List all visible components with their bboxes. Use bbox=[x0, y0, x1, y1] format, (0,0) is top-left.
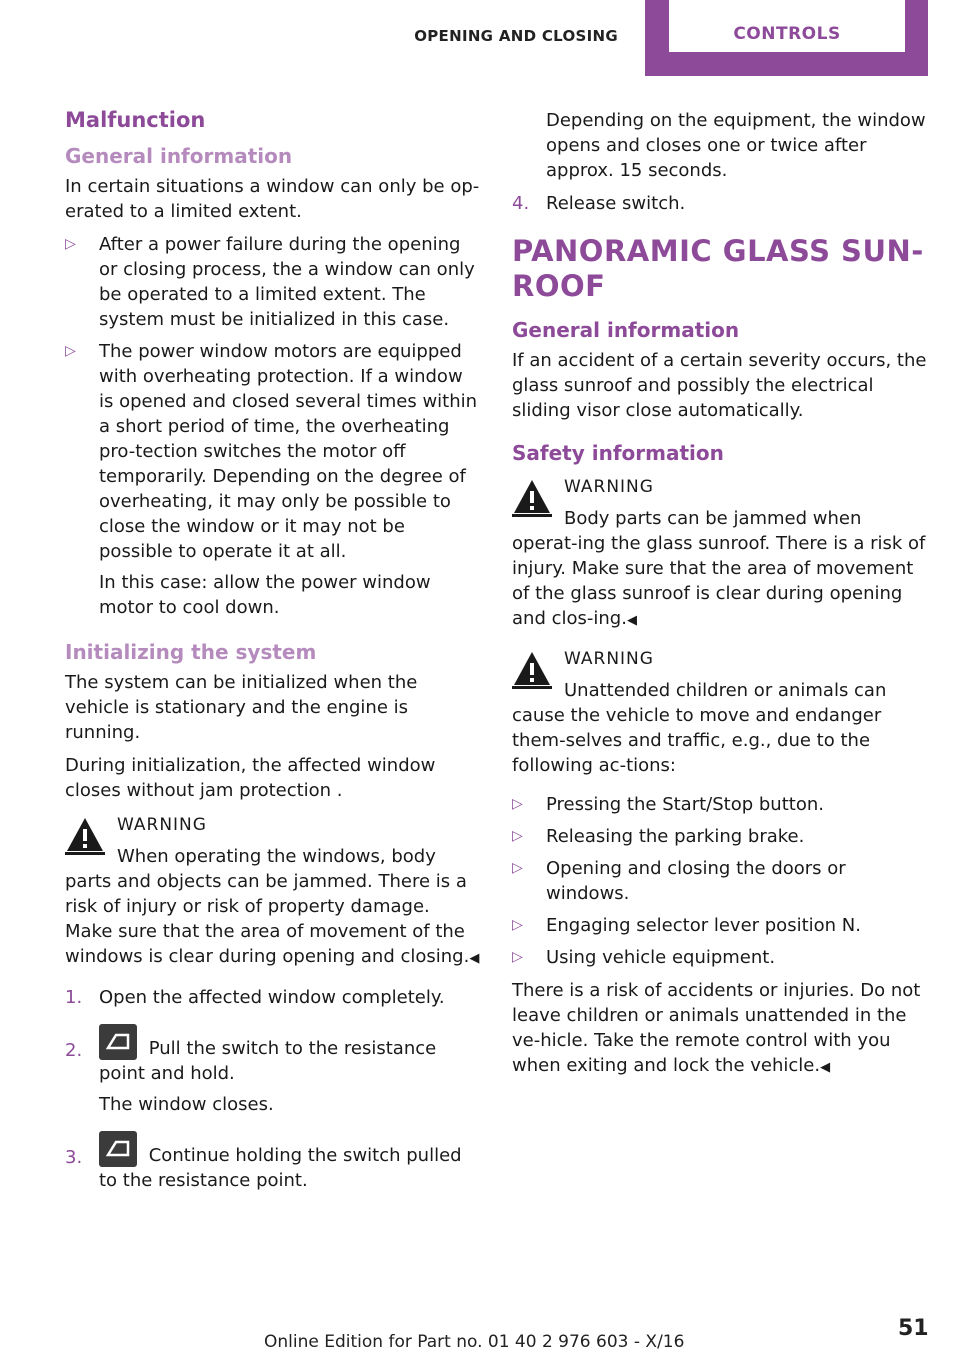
list-item bbox=[65, 985, 480, 1010]
malfunction-heading: Malfunction bbox=[65, 108, 206, 132]
end-mark-icon: ◀ bbox=[469, 951, 480, 966]
bullet-subtext: In this case: allow the power window motor to cool down. bbox=[99, 572, 431, 618]
header-section-label: OPENING AND CLOSING bbox=[414, 27, 618, 45]
step-number: 3. bbox=[65, 1147, 83, 1168]
bullet-text: The power window motors are equipped with overheating protection. If a window is opened and closed several times within a short period of time, the overheating pro-tection switches the motor off temporarily. Depending on the degree of overheating, it may only be possible to close the window or it may not be possible to operate it at all. bbox=[99, 341, 478, 562]
bullet-triangle-icon: ▷ bbox=[512, 796, 523, 812]
bullet-triangle-icon: ▷ bbox=[512, 860, 523, 876]
list-item bbox=[65, 339, 480, 620]
end-mark-icon: ◀ bbox=[820, 1060, 831, 1075]
warning-block bbox=[512, 475, 927, 633]
bullet-text: After a power failure during the opening or closing process, the a window can only be operated to a limited extent. The system must be initialized in this case. bbox=[99, 234, 475, 330]
bullet-text: Engaging selector lever position N. bbox=[546, 915, 861, 936]
general-info-heading: General information bbox=[512, 318, 740, 342]
right-column bbox=[512, 108, 927, 1088]
warning-triangle-icon bbox=[65, 815, 105, 855]
left-column bbox=[65, 108, 480, 1201]
header-tab-label: CONTROLS bbox=[669, 0, 905, 52]
bullet-triangle-icon: ▷ bbox=[512, 949, 523, 965]
header-tab bbox=[645, 0, 928, 76]
list-item bbox=[512, 913, 927, 938]
step3-continuation: Depending on the equipment, the window opens and closes one or twice after approx. 15 seconds. bbox=[546, 110, 926, 181]
bullet-triangle-icon: ▷ bbox=[65, 236, 76, 252]
closing-text: There is a risk of accidents or injuries. Do not leave children or animals unattended in the ve-hicle. Take the remote control with you when exiting and lock the vehicle. bbox=[512, 980, 921, 1076]
footer-edition: Online Edition for Part no. 01 40 2 976 603 - X/16 bbox=[264, 1332, 685, 1352]
window-switch-icon bbox=[99, 1024, 137, 1060]
list-item bbox=[512, 824, 927, 849]
list-item bbox=[512, 945, 927, 970]
list-item bbox=[65, 232, 480, 332]
bullet-text: Using vehicle equipment. bbox=[546, 947, 776, 968]
window-switch-icon bbox=[99, 1131, 137, 1167]
bullet-triangle-icon: ▷ bbox=[512, 828, 523, 844]
warning-block bbox=[512, 647, 927, 778]
malfunction-bullet-list bbox=[65, 232, 480, 620]
step-text: Release switch. bbox=[546, 193, 686, 214]
warning-text: Body parts can be jammed when operat-ing the glass sunroof. There is a risk of injury. Make sure that the area of movement of the glass sunroof is clear during opening and clos-ing. bbox=[512, 508, 926, 629]
init-text-2: During initialization, the affected window closes without jam protection . bbox=[65, 755, 436, 801]
list-item bbox=[512, 856, 927, 906]
list-item bbox=[65, 1024, 480, 1117]
list-item bbox=[512, 191, 927, 216]
page-number: 51 bbox=[898, 1316, 929, 1341]
bullet-text: Pressing the Start/Stop button. bbox=[546, 794, 824, 815]
bullet-text: Releasing the parking brake. bbox=[546, 826, 805, 847]
steps-list-cont bbox=[512, 191, 927, 216]
list-item bbox=[65, 1131, 480, 1193]
warning-block bbox=[65, 813, 480, 971]
warning-triangle-icon bbox=[512, 649, 552, 689]
general-info-heading: General information bbox=[65, 144, 293, 168]
bullet-triangle-icon: ▷ bbox=[512, 917, 523, 933]
step-subtext: The window closes. bbox=[99, 1094, 274, 1115]
warning-label: WARNING bbox=[117, 815, 207, 835]
step-number: 2. bbox=[65, 1040, 83, 1061]
bullet-triangle-icon: ▷ bbox=[65, 343, 76, 359]
general-info-text: If an accident of a certain severity occurs, the glass sunroof and possibly the electrical sliding visor close automatically. bbox=[512, 350, 927, 421]
init-heading: Initializing the system bbox=[65, 640, 317, 664]
step-number: 4. bbox=[512, 193, 530, 214]
actions-bullet-list bbox=[512, 792, 927, 970]
warning-text: When operating the windows, body parts and objects can be jammed. There is a risk of injury or risk of property damage. Make sure that the area of movement of the windows is clear during opening and closing. bbox=[65, 846, 470, 967]
step-text: Pull the switch to the resistance point and hold. bbox=[99, 1038, 437, 1084]
list-item bbox=[512, 792, 927, 817]
warning-label: WARNING bbox=[564, 477, 654, 497]
end-mark-icon: ◀ bbox=[626, 613, 637, 628]
step-text: Continue holding the switch pulled to the resistance point. bbox=[99, 1145, 462, 1191]
steps-list bbox=[65, 985, 480, 1193]
warning-label: WARNING bbox=[564, 649, 654, 669]
step-number: 1. bbox=[65, 987, 83, 1008]
general-info-text: In certain situations a window can only be op-erated to a limited extent. bbox=[65, 176, 480, 222]
bullet-text: Opening and closing the doors or windows. bbox=[546, 858, 846, 904]
init-text-1: The system can be initialized when the vehicle is stationary and the engine is running. bbox=[65, 672, 418, 743]
warning-text: Unattended children or animals can cause the vehicle to move and endanger them-selves and traffic, e.g., due to the following ac-tions: bbox=[512, 680, 887, 776]
step-text: Open the affected window completely. bbox=[99, 987, 445, 1008]
warning-triangle-icon bbox=[512, 477, 552, 517]
closing-warning-text bbox=[512, 978, 927, 1080]
safety-info-heading: Safety information bbox=[512, 441, 724, 465]
chapter-heading: PANORAMIC GLASS SUN-ROOF bbox=[512, 234, 924, 303]
